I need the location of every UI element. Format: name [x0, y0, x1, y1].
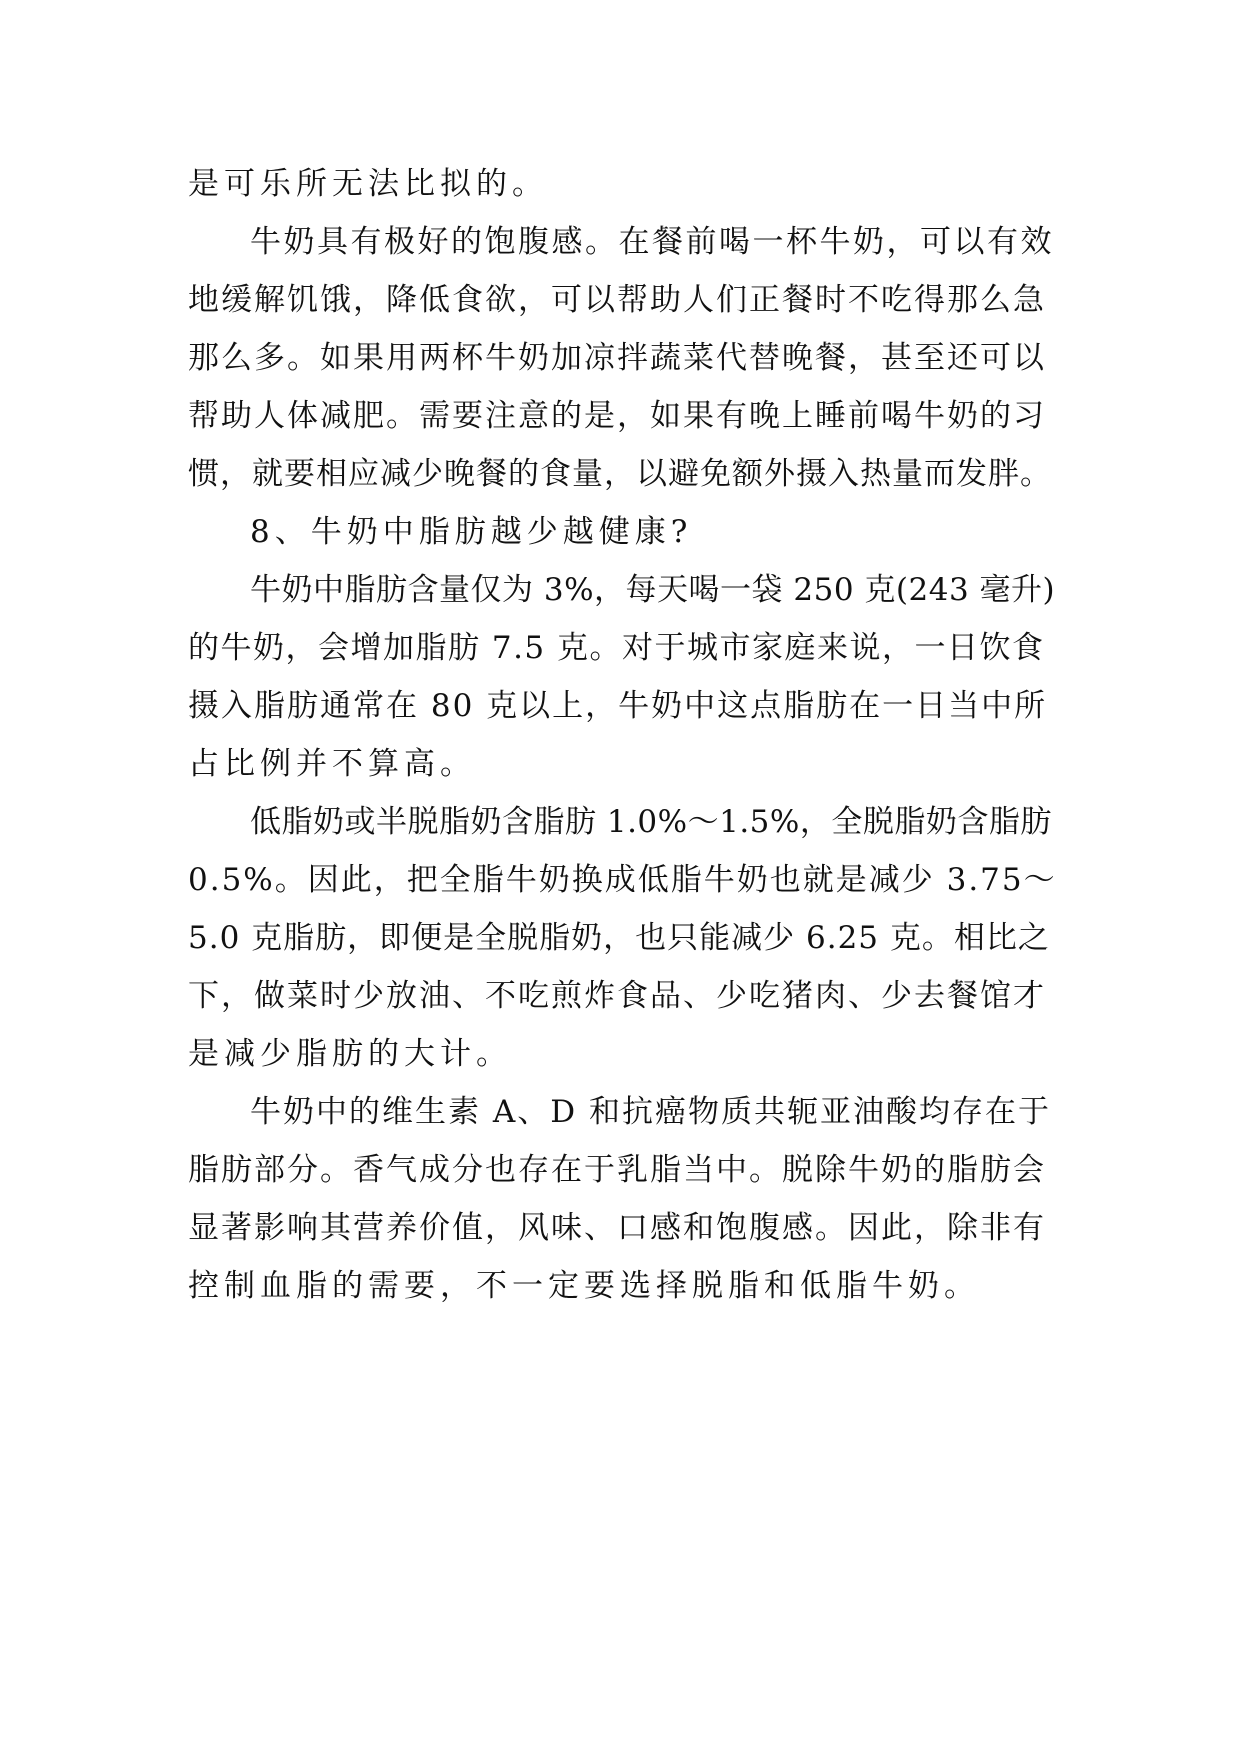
- text-line: 控制血脂的需要，不一定要选择脱脂和低脂牛奶。: [188, 1268, 980, 1304]
- text-line: 那么多。如果用两杯牛奶加凉拌蔬菜代替晚餐，甚至还可以: [188, 340, 1046, 376]
- paragraph-start-line: 牛奶中的维生素 A、D 和抗癌物质共轭亚油酸均存在于: [250, 1094, 1051, 1130]
- paragraph-start-line: 牛奶具有极好的饱腹感。在餐前喝一杯牛奶，可以有效: [250, 224, 1054, 260]
- text-line: 惯，就要相应减少晚餐的食量，以避免额外摄入热量而发胖。: [188, 456, 1052, 492]
- text-line: 地缓解饥饿，降低食欲，可以帮助人们正餐时不吃得那么急: [188, 282, 1046, 318]
- text-line: 帮助人体减肥。需要注意的是，如果有晚上睡前喝牛奶的习: [188, 398, 1046, 434]
- text-line: 0.5%。因此，把全脂牛奶换成低脂牛奶也就是减少 3.75～: [188, 862, 1057, 898]
- text-line: 的牛奶，会增加脂肪 7.5 克。对于城市家庭来说，一日饮食: [188, 630, 1045, 666]
- text-line: 5.0 克脂肪，即便是全脱脂奶，也只能减少 6.25 克。相比之: [188, 920, 1050, 956]
- paragraph-start-line: 低脂奶或半脱脂奶含脂肪 1.0%～1.5%，全脱脂奶含脂肪: [250, 804, 1052, 840]
- text-line: 显著影响其营养价值，风味、口感和饱腹感。因此，除非有: [188, 1210, 1046, 1246]
- text-line: 摄入脂肪通常在 80 克以上，牛奶中这点脂肪在一日当中所: [188, 688, 1048, 724]
- section-heading: 8、牛奶中脂肪越少越健康?: [250, 514, 693, 550]
- text-line: 脂肪部分。香气成分也存在于乳脂当中。脱除牛奶的脂肪会: [188, 1152, 1046, 1188]
- paragraph-start-line: 牛奶中脂肪含量仅为 3%，每天喝一袋 250 克(243 毫升): [250, 572, 1056, 608]
- text-line: 是可乐所无法比拟的。: [188, 166, 548, 202]
- text-line: 是减少脂肪的大计。: [188, 1036, 512, 1072]
- document-body: [188, 155, 1058, 1315]
- text-line: 下，做菜时少放油、不吃煎炸食品、少吃猪肉、少去餐馆才: [188, 978, 1046, 1014]
- text-line: 占比例并不算高。: [188, 746, 476, 782]
